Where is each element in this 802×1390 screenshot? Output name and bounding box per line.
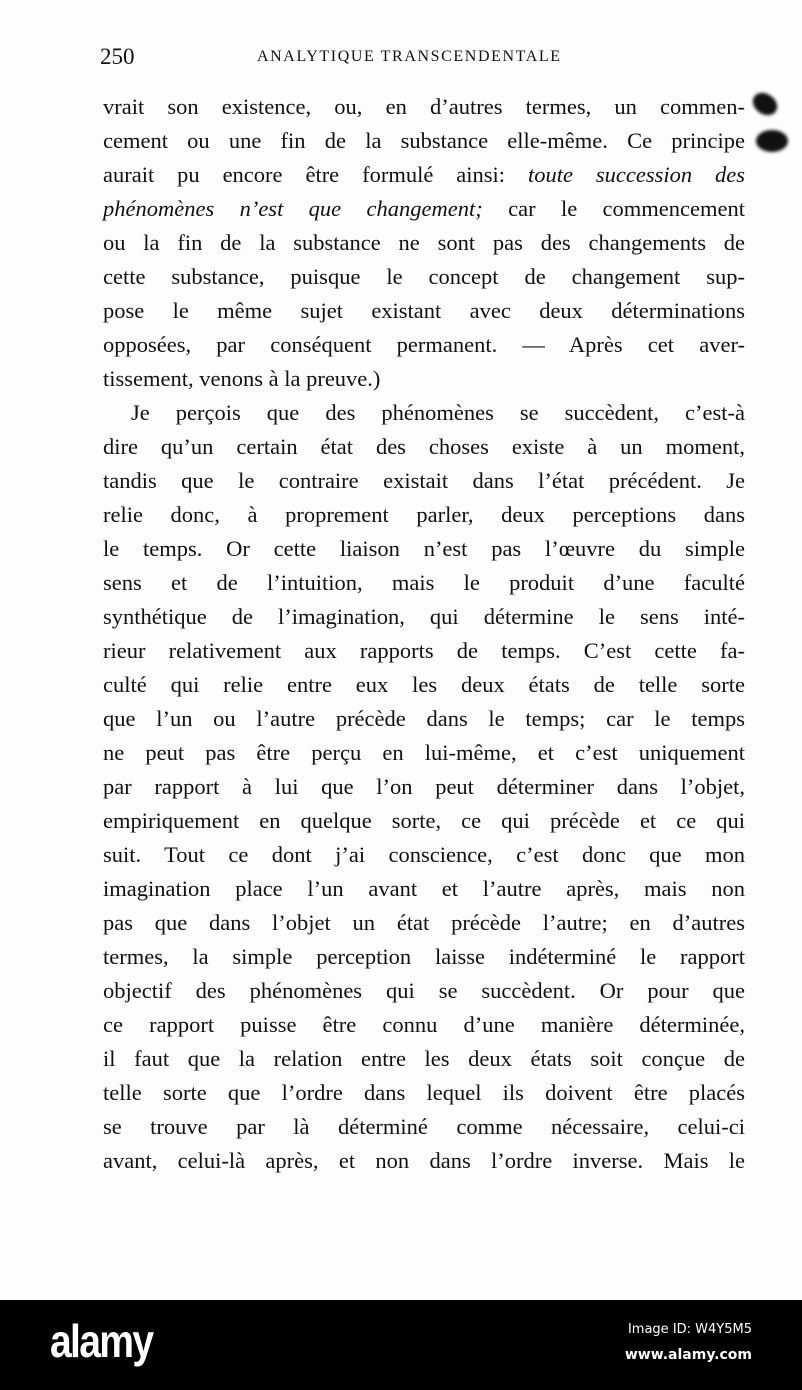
text-line — [103, 736, 745, 770]
text-segment: il faut que la relation entre les deux états soit conçue de — [103, 1046, 745, 1071]
website-link: www.alamy.com — [624, 1347, 752, 1363]
text-line — [103, 294, 745, 328]
text-segment: sens et de l’intuition, mais le produit d’une faculté — [103, 570, 745, 595]
ink-blot — [749, 88, 782, 119]
text-line — [103, 940, 745, 974]
text-segment: objectif des phénomènes qui se succèdent. Or pour que — [103, 978, 745, 1003]
page-number: 250 — [100, 44, 135, 69]
text-line — [103, 702, 745, 736]
text-line — [103, 328, 745, 362]
text-line — [103, 158, 745, 192]
text-segment: par rapport à lui que l’on peut déterminer dans l’objet, — [103, 774, 745, 799]
text-line — [103, 260, 745, 294]
text-segment: cette substance, puisque le concept de changement sup- — [103, 264, 745, 289]
text-line — [103, 838, 745, 872]
italic-text: toute succession des — [527, 162, 746, 187]
text-segment: suit. Tout ce dont j’ai conscience, c’est donc que mon — [103, 842, 745, 867]
text-segment: avant, celui-là après, et non dans l’ordre inverse. Mais le — [103, 1148, 745, 1173]
text-segment: que l’un ou l’autre précède dans le temps; car le temps — [103, 706, 745, 731]
text-segment: relie donc, à proprement parler, deux perceptions dans — [103, 502, 745, 527]
text-segment: se trouve par là déterminé comme nécessaire, celui-ci — [103, 1114, 745, 1139]
text-segment: tissement, venons à la preuve.) — [103, 366, 381, 391]
text-line — [103, 226, 745, 260]
text-line — [103, 1110, 745, 1144]
text-line — [103, 770, 745, 804]
text-segment: aurait pu encore être formulé ainsi: — [103, 162, 528, 187]
text-segment: pose le même sujet existant avec deux déterminations — [103, 298, 745, 323]
text-line — [103, 1076, 745, 1110]
text-line — [103, 464, 745, 498]
text-segment: imagination place l’un avant et l’autre après, mais non — [103, 876, 745, 901]
text-line — [103, 872, 745, 906]
watermark-footer — [0, 1300, 802, 1390]
text-segment: Je perçois que des phénomènes se succèdent, c’est-à — [131, 400, 745, 425]
text-segment: rieur relativement aux rapports de temps. C’est cette fa- — [103, 638, 745, 663]
text-line — [103, 124, 745, 158]
running-title: ANALYTIQUE TRANSCENDENTALE — [257, 48, 562, 65]
text-line — [103, 804, 745, 838]
text-segment: ce rapport puisse être connu d’une manière déterminée, — [103, 1012, 745, 1037]
ink-blot — [756, 130, 788, 152]
text-line — [103, 430, 745, 464]
text-line — [103, 600, 745, 634]
alamy-logo: alamy — [50, 1315, 153, 1367]
text-line — [103, 532, 745, 566]
text-segment: ou la fin de la substance ne sont pas des changements de — [103, 230, 745, 255]
text-line — [103, 974, 745, 1008]
text-line — [103, 566, 745, 600]
text-line — [103, 906, 745, 940]
text-line — [103, 362, 745, 396]
text-segment: cement ou une fin de la substance elle-même. Ce principe — [103, 128, 745, 153]
text-line — [103, 1144, 745, 1178]
text-segment: ne peut pas être perçu en lui-même, et c’est uniquement — [103, 740, 745, 765]
text-line — [103, 1042, 745, 1076]
text-segment: culté qui relie entre eux les deux états de telle sorte — [103, 672, 745, 697]
text-segment: empiriquement en quelque sorte, ce qui précède et ce qui — [103, 808, 745, 833]
text-segment: car le commencement — [482, 196, 745, 221]
italic-text: phénomènes n’est que changement; — [103, 196, 483, 221]
text-line — [103, 1008, 745, 1042]
text-line — [103, 192, 745, 226]
text-line — [103, 668, 745, 702]
text-line — [103, 396, 745, 430]
text-segment: pas que dans l’objet un état précède l’autre; en d’autres — [103, 910, 745, 935]
text-segment: opposées, par conséquent permanent. — Après cet aver- — [103, 332, 745, 357]
text-line — [103, 634, 745, 668]
text-line — [103, 90, 745, 124]
text-segment: vrait son existence, ou, en d’autres termes, un commen- — [103, 94, 745, 119]
text-segment: dire qu’un certain état des choses existe à un moment, — [103, 434, 745, 459]
text-segment: telle sorte que l’ordre dans lequel ils doivent être placés — [103, 1080, 745, 1105]
text-segment: termes, la simple perception laisse indéterminé le rapport — [103, 944, 745, 969]
page-header — [100, 44, 745, 78]
text-line — [103, 498, 745, 532]
text-segment: le temps. Or cette liaison n’est pas l’œuvre du simple — [103, 536, 745, 561]
page-body-text — [103, 90, 745, 1178]
text-segment: synthétique de l’imagination, qui détermine le sens inté- — [103, 604, 745, 629]
text-segment: tandis que le contraire existait dans l’état précédent. Je — [103, 468, 745, 493]
image-id: Image ID: W4Y5M5 — [627, 1322, 752, 1337]
